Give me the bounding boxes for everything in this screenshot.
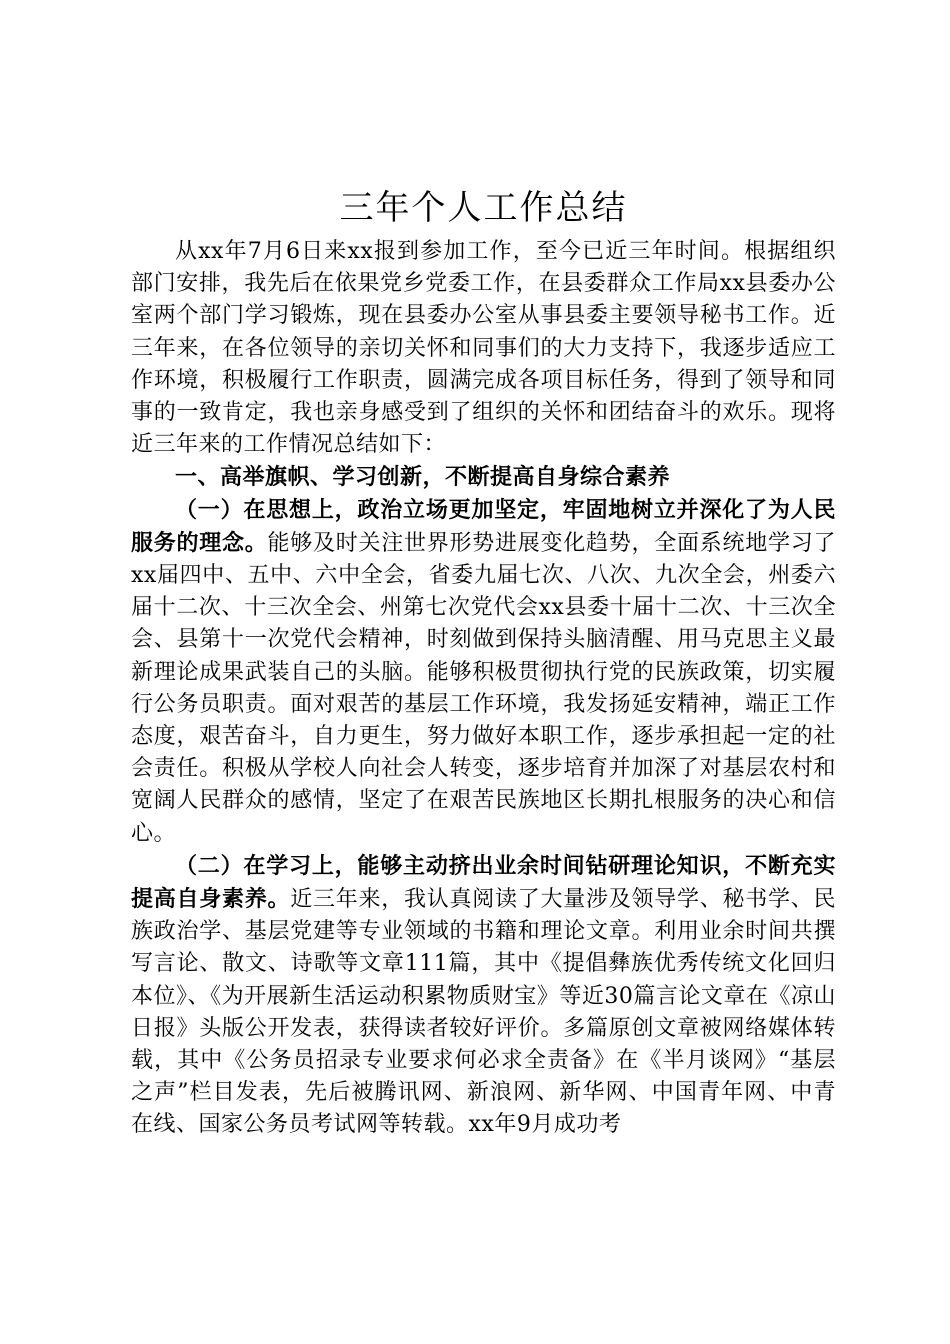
subsection-paragraph-2 [131,850,836,1142]
subsection-body-2: 近三年来，我认真阅读了大量涉及领导学、秘书学、民族政治学、基层党建等专业领域的书籍和理论文章。利用业余时间共撰写言论、散文、诗歌等文章111篇，其中《提倡彝族优秀传统文化回归本位》、《为开展新生活运动积累物质财宝》等近30篇言论文章在《凉山日报》头版公开发表，获得读者较好评价。多篇原创文章被网络媒体转载，其中《公务员招录专业要求何必求全责备》在《半月谈网》“基层之声”栏目发表，先后被腾讯网、新浪网、新华网、中国青年网、中青在线、国家公务员考试网等转载。xx年9月成功考 [131,887,836,1138]
subsection-body-1: 能够及时关注世界形势进展变化趋势，全面系统地学习了xx届四中、五中、六中全会，省委九届七次、八次、九次全会，州委六届十二次、十三次全会、州第七次党代会xx县委十届十二次、十三次全会、县第十一次党代会精神，时刻做到保持头脑清醒、用马克思主义最新理论成果武装自己的头脑。能够积极贯彻执行党的民族政策，切实履行公务员职责。面对艰苦的基层工作环境，我发扬延安精神，端正工作态度，艰苦奋斗，自力更生，努力做好本职工作，逐步承担起一定的社会责任。积极从学校人向社会人转变，逐步培育并加深了对基层农村和宽阔人民群众的感情，坚定了在艰苦民族地区长期扎根服务的决心和信心。 [131,530,836,846]
subsection-paragraph-1 [131,494,836,850]
document-body [131,184,836,1142]
document-title: 三年个人工作总结 [339,188,628,228]
intro-paragraph: 从xx年7月6日来xx报到参加工作，至今已近三年时间。根据组织部门安排，我先后在依果党乡党委工作，在县委群众工作局xx县委办公室两个部门学习锻炼，现在县委办公室从事县委主要领导秘书工作。近三年来，在各位领导的亲切关怀和同事们的大力支持下，我逐步适应工作环境，积极履行工作职责，圆满完成各项目标任务，得到了领导和同事的一致肯定，我也亲身感受到了组织的关怀和团结奋斗的欢乐。现将近三年来的工作情况总结如下： [131,239,836,458]
section-heading-1: 一、高举旗帜、学习创新，不断提高自身综合素养 [175,464,671,491]
subsection-lead-2: （二）在学习上，能够主动挤出业余时间钻研理论知识，不断充实提高自身素养。 [131,852,836,913]
subsection-lead-1: （一）在思想上，政治立场更加坚定，牢固地树立并深化了为人民服务的理念。 [131,496,836,556]
